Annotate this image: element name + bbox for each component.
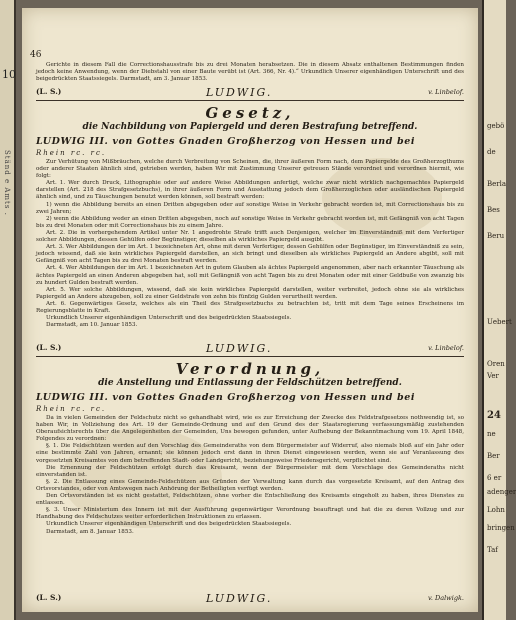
document-page (22, 8, 478, 612)
ordinance-signature-row (36, 592, 464, 604)
ordinance-title: Verordnung, (175, 360, 325, 378)
top-section (36, 62, 464, 83)
right-edge-fragment: Oren (487, 360, 505, 368)
law-paragraph: Art. 4. Wer Abbildungen der im Art. 1 bezeichneten Art in gutem Glauben als ächtes Papiergeld angenommen, aber nach erkannter Täuschung als ächtes Papiergeld an einen Anderen abgegeben hat, soll mit Gefängniß von acht Tagen bis zu drei Monaten oder mit einer Geldbuße von zwanzig bis zu hundert Gulden bestraft werden. (36, 265, 464, 286)
ordinance-paragraph: Die Ernennung der Feldschützen erfolgt durch das Kreisamt, wenn der Bürgermeister mit dem Vorschlage des Gemeinderaths nicht einverstanden ist. (36, 464, 464, 478)
right-edge-fragment: adenger (487, 488, 516, 496)
right-edge-fragment: bringen (487, 524, 515, 532)
signature: LUDWIG. (206, 342, 273, 355)
law-paragraph: Art. 6. Gegenwärtiges Gesetz, welches als ein Theil des Strafgesetzbuchs zu betrachten ist, tritt mit dem Tage seines Erscheinens im Regierungsblatte in Kraft. (36, 300, 464, 314)
page-number: 46 (30, 50, 42, 60)
law-paragraph: Art. 5. Wer solche Abbildungen, wissend, daß sie kein wirkliches Papiergeld darstellen, weiter verbreitet, jedoch ohne sie als wirkliches Papiergeld an Andere abzugeben, soll zu einer Geldstrafe von zehn bis fünfzig Gulden verurtheilt werden. (36, 286, 464, 300)
ordinance-paragraph: Darmstadt, am 8. Januar 1853. (46, 528, 134, 535)
law-paragraph: 1) wenn die Abbildung bereits an einen Dritten abgegeben oder auf sonstige Weise in Verkehr gebracht worden ist, mit Correctionshaus bis zu zwei Jahren; (36, 201, 464, 215)
law-body (36, 159, 464, 329)
law-paragraph: Art. 2. Die in vorhergehendem Artikel unter Nr. 1 angedrohte Strafe trifft auch Denjenigen, welcher im Einverständniß mit dem Verfertiger solcher Abbildungen, dessen Gehülfen oder Begünstiger, dieselben als wirkliches Papiergeld ausgibt. (36, 229, 464, 244)
divider (36, 356, 464, 357)
left-edge-number: 10 (2, 68, 16, 81)
seal-mark: (L. S.) (36, 343, 62, 352)
ordinance-paragraph: Den Ortsvorständen ist es nicht gestattet, Feldschützen, ohne vorher die Entschließung des Kreisamts eingeholt zu haben, ihres Dienstes zu entlassen. (36, 493, 464, 507)
law-title: Gesetz, (205, 104, 295, 122)
right-edge-fragment: 6 er (487, 474, 502, 482)
top-section-text: Gerichte in diesem Fall die Correctionshausstrafe bis zu drei Monaten herabsetzen. Die in diesem Absatz enthaltenen Bestimmungen finden jedoch keine Anwendung, wenn der Diebstahl von einer Baute verübt ist (Art. 366, Nr. 4).“ Urkundlich Unserer eigenhändigen Unterschrift und des beigedrückten Staatssiegels. Darmstadt, am 3. Januar 1853. (36, 62, 464, 83)
right-edge-fragment: Lohn (487, 506, 505, 514)
left-edge-vertical-text: Ständ e Amts . (3, 150, 11, 216)
countersignature: v. Linbelof. (428, 88, 464, 96)
right-edge-fragment: 24 (487, 410, 501, 421)
divider (36, 100, 464, 101)
ordinance-paragraph: §. 3. Unser Ministerium des Innern ist mit der Ausführung gegenwärtiger Verordnung beauftragt und hat die zu deren Vollzug und zur Handhabung des Feldschutzes weiter erforderlichen Instruktionen zu erlassen. (36, 507, 464, 521)
right-edge-fragment: Taf (487, 546, 498, 554)
law-paragraph: Zur Verhütung von Mißbräuchen, welche durch Verbreitung von Scheinen, die, ihrer äußeren Form nach, dem Papiergelde des Großherzogthums oder anderer Staaten ähnlich sind, getrieben werden, haben Wir mit Zustimmung Unserer getreuen Stände verordnet und verordnen hiermit, wie folgt: (36, 159, 464, 180)
ordinance-paragraph: §. 1. Die Feldschützen werden auf den Vorschlag des Gemeinderaths von dem Bürgermeister auf Widerruf, also niemals bloß auf ein Jahr oder eine bestimmte Zahl von Jahren, ernannt; sie können jedoch erst dann in ihren Dienst eingewiesen werden, wenn sie auf Veranlassung des vorgesetzten Kreisamtes von dem betreffenden Stadt- oder Landgericht, beziehungsweise Friedensgericht, verpflichtet sind. (36, 443, 464, 464)
law-paragraph: 2) wenn die Abbildung weder an einen Dritten abgegeben, noch auf sonstige Weise in Verkehr gebracht worden ist, mit Gefängniß von acht Tagen bis zu drei Monaten oder mit Correctionshaus bis zu einem Jahre. (36, 215, 464, 229)
top-signature-row (36, 86, 464, 98)
ordinance-preamble: LUDWIG III. von Gottes Gnaden Großherzog von Hessen und bei (36, 392, 416, 403)
right-edge-fragment: ne (487, 430, 496, 438)
law-paragraph: Art. 1. Wer durch Druck, Lithographie oder auf andere Weise Abbildungen anfertigt, welche zwar nicht wirklich nachgemachtes Papiergeld darstellen (Art. 218 des Strafgesetzbuchs), in ihrer äußeren Form und Ausstattung jedoch dem Großherzoglichen oder ausländischen Papiergeld ähnlich sind, und zu Täuschungen benutzt werden können, soll bestraft werden: (36, 180, 464, 201)
right-edge-fragment: Ber (487, 452, 500, 460)
law-rhein: Rhein rc. rc. (36, 149, 107, 157)
ordinance-paragraph: §. 2. Die Entlassung eines Gemeinde-Feldschützen aus Gründen der Verwaltung kann durch das vorgesetzte Kreisamt, auf den Antrag des Ortsvorstandes, oder von Amtswegen nach Anhörung der Betheiligten verfügt werden. (36, 478, 464, 492)
ordinance-body (36, 415, 464, 536)
seal-mark: (L. S.) (36, 593, 62, 602)
right-edge-fragment: Bes (487, 206, 500, 214)
law-paragraph: Urkundlich Unserer eigenhändigen Unterschrift und des beigedrückten Staatssiegels. (46, 315, 292, 322)
ordinance-subtitle: die Anstellung und Entlassung der Feldschützen betreffend. (98, 378, 402, 388)
right-page-edge (482, 0, 516, 620)
right-edge-fragment: Uebert (487, 318, 512, 326)
left-page-edge (0, 0, 16, 620)
right-edge-fragment: Berla (487, 180, 507, 188)
law-signature-row (36, 342, 464, 354)
law-subtitle: die Nachbildung von Papiergeld und deren Bestrafung betreffend. (82, 122, 418, 132)
seal-mark: (L. S.) (36, 87, 62, 96)
law-paragraph: Darmstadt, am 10. Januar 1853. (46, 322, 138, 329)
right-edge-fragment: Beru (487, 232, 505, 240)
right-edge-fragment: de (487, 148, 496, 156)
ordinance-paragraph: Urkundlich Unserer eigenhändigen Unterschrift und des beigedrückten Staatssiegels. (46, 521, 292, 528)
law-preamble: LUDWIG III. von Gottes Gnaden Großherzog von Hessen und bei (36, 136, 416, 147)
signature: LUDWIG. (206, 592, 273, 605)
ordinance-rhein: Rhein rc. rc. (36, 405, 107, 413)
countersignature: v. Dalwigk. (427, 594, 464, 602)
countersignature: v. Linbelof. (428, 344, 464, 352)
law-paragraph: Art. 3. Wer Abbildungen der im Art. 1 bezeichneten Art, ohne mit deren Verfertiger, dessen Gehülfen oder Begünstiger, im Einverständniß zu sein, jedoch wissend, daß sie kein wirkliches Papiergeld darstellen, an sich bringt und dieselben als wirkliches Papiergeld an Andere abgibt, soll mit Gefängniß von acht Tagen bis zu drei Monaten bestraft werden. (36, 244, 464, 265)
right-edge-fragment: gebö (487, 122, 505, 130)
right-edge-fragment: Ver (487, 372, 499, 380)
signature: LUDWIG. (206, 86, 273, 99)
ordinance-paragraph: Da in vielen Gemeinden der Feldschutz nicht so gehandhabt wird, wie es zur Erreichung der Zwecke des Feldstrafgesetzes nothwendig ist, so haben Wir, in Vollziehung des Art. 19 der Gemeinde-Ordnung und auf den Grund des der Staatsregierung verfassungsmäßig zustehenden Oberaufsichtsrechts über die Angelegenheiten der Gemeinden, Uns bewogen gefunden, unter Aufhebung der Bekanntmachung vom 19. April 1848, Folgendes zu verordnen: (36, 415, 464, 443)
